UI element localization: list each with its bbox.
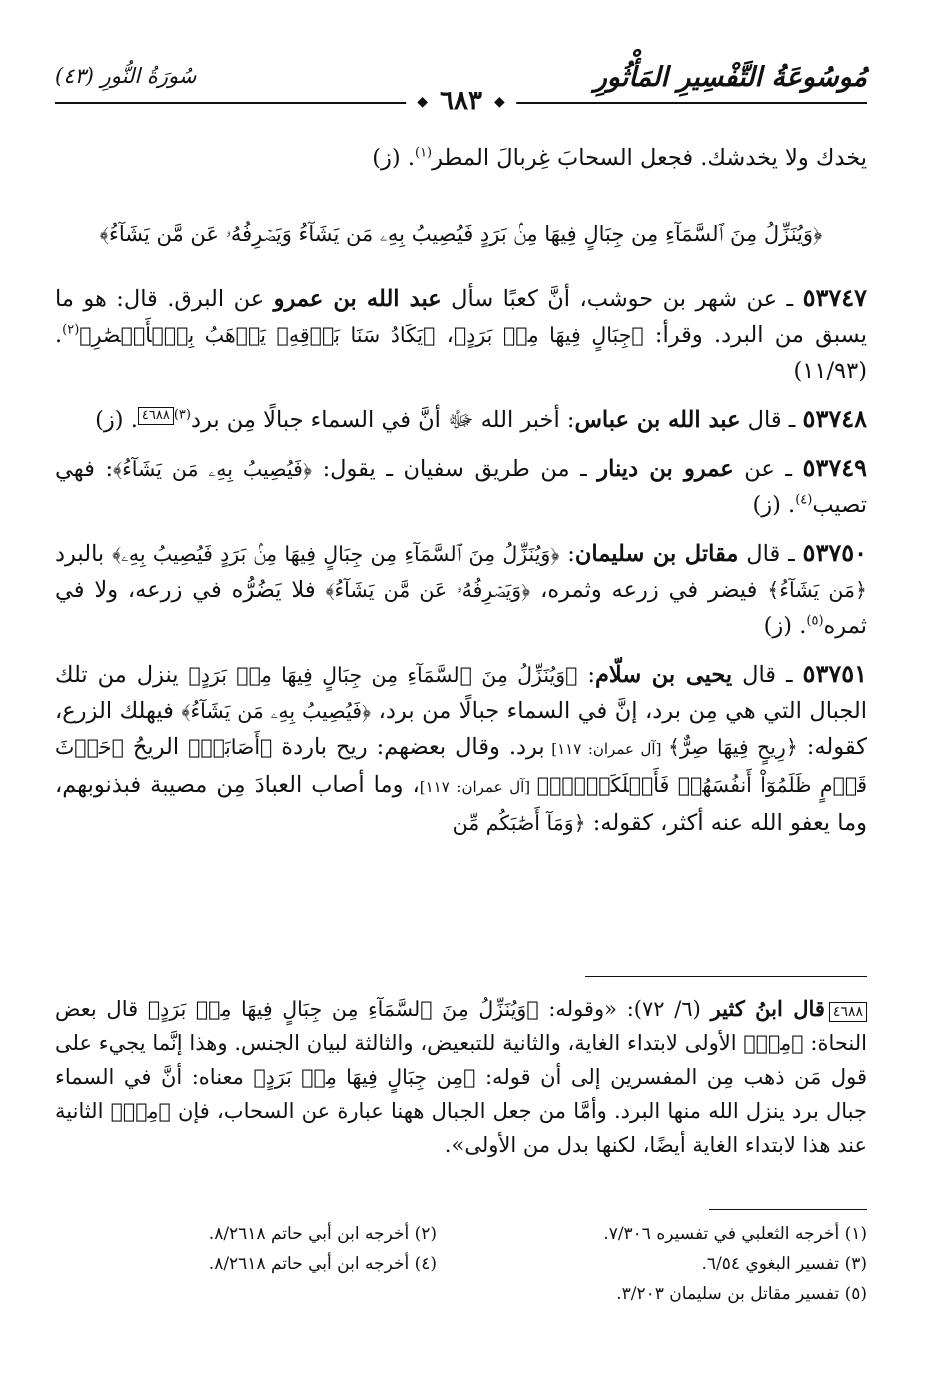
scholar-note xyxy=(55,992,867,1162)
book-title: مُوسُوعَةُ التَّفْسِيرِ المَأْثُورِ xyxy=(593,62,867,93)
entry-53750 xyxy=(55,535,867,644)
entry-number: ٥٣٧٤٨ xyxy=(802,404,867,433)
note-ref-box: ٤٦٨٨ xyxy=(138,407,174,425)
narrator-name: عبد الله بن عمرو xyxy=(273,286,442,312)
entry-text: برد. وقال بعضهم: ريح باردة xyxy=(272,734,545,760)
footnote-5: (٥) تفسير مقاتل بن سليمان ٣/٢٠٣. xyxy=(616,1284,867,1304)
entry-text: ، xyxy=(435,322,454,348)
quran-quote: ﴿وَمَآ أَصَٰبَكُم مِّن xyxy=(452,811,586,835)
quran-quote: ﴿مِن جِبَالٍ فِيهَا مِنۢ بَرَدٍ﴾ xyxy=(253,1065,476,1089)
quran-quote: ﴿مِنۡ﴾ xyxy=(743,1031,804,1055)
volume-ref: . (١١/٩٣) xyxy=(55,322,867,384)
entry-text: فيهلك الزرع، كقوله: xyxy=(55,698,867,760)
footnote-marker: (٣) xyxy=(173,407,191,423)
narrator-name: مقاتل بن سليمان xyxy=(574,541,739,567)
quran-quote: ﴿فَيُصِيبُ بِهِۦ مَن يَشَآءُ﴾ xyxy=(181,699,372,723)
entry-text: عن البرق. قال: هو ما يسبق من البرد. وقرأ: xyxy=(55,286,867,348)
footnote-separator xyxy=(709,1209,867,1210)
note-lead: قال ابنُ كثير xyxy=(710,996,825,1021)
entry-text: فلا يَضُرُّه في زرعه، ولا في ثمره xyxy=(55,577,867,639)
entry-text: ـ قال xyxy=(740,407,803,433)
entry-53751 xyxy=(55,656,867,841)
surah-ref: [آل عمران: ١١٧] xyxy=(419,778,537,796)
surah-label: سُورَةُ النُّورِ (٤٣) xyxy=(55,64,197,88)
entry-end: . (ز) xyxy=(95,407,138,433)
ornament-icon: ◆ xyxy=(417,94,428,110)
entry-text: : أخبر الله ﷻ أنَّ في السماء جبالًا مِن برد xyxy=(190,407,575,433)
note-text: قال بعض النحاة: xyxy=(55,997,867,1055)
entry-text: ـ عن xyxy=(733,456,803,482)
footnote-3: (٣) تفسير البغوي ٦/٥٤. xyxy=(701,1254,867,1274)
narrator-name: عبد الله بن عباس xyxy=(574,407,741,433)
entry-text: الريحُ xyxy=(123,734,189,760)
narrator-name: عمرو بن دينار xyxy=(597,456,734,482)
entry-text: ـ من طريق سفيان ـ يقول: xyxy=(312,456,598,482)
intro-text: يخدك ولا يخدشك. فجعل السحابَ غِربالَ المطر xyxy=(432,145,867,171)
entry-end: . (ز) xyxy=(752,492,796,518)
footnote-1: (١) أخرجه الثعلبي في تفسيره ٧/٣٠٦. xyxy=(603,1224,867,1244)
quran-quote: ﴿أَصَابَتۡ﴾ xyxy=(188,735,273,759)
entry-text: ـ قال xyxy=(738,541,803,567)
entry-number: ٥٣٧٤٩ xyxy=(802,453,867,482)
footnote-marker: (٢) xyxy=(62,322,80,338)
note-text: الثانية عند هذا لابتداء الغاية أيضًا، لكنها بدل من الأولى». xyxy=(55,1099,867,1157)
footnote-marker: (٥) xyxy=(806,613,824,629)
entry-text: : xyxy=(559,541,575,567)
entry-text: فيضر في زرعه وثمره، xyxy=(530,577,768,603)
quran-quote: ﴿فَيُصِيبُ بِهِۦ مَن يَشَآءُ﴾ xyxy=(113,457,313,481)
entry-53747 xyxy=(55,280,867,389)
narrator-name: يحيى بن سلّام xyxy=(594,662,733,688)
quran-quote: ﴿حَرۡثَ قَوۡمٍ ظَلَمُوٓاْ أَنفُسَهُمۡ فَأَهۡلَكَتۡهُۚ﴾ xyxy=(55,735,867,797)
note-separator xyxy=(585,976,867,977)
quran-quote: ﴿وَيُنَزِّلُ مِنَ ٱلسَّمَآءِ مِن جِبَالٍ فِيهَا مِنۢ بَرَدٍ فَيُصِيبُ بِهِۦ﴾ xyxy=(112,542,560,566)
entry-number: ٥٣٧٤٧ xyxy=(802,283,868,312)
quran-quote: ﴿يَكَادُ سَنَا بَرۡقِهِۦ يَذۡهَبُ بِٱلۡأَبۡصَٰرِ﴾ xyxy=(79,323,436,347)
quran-quote: ﴿مَن يَشَآءُ﴾ xyxy=(767,578,867,602)
intro-end: . (ز) xyxy=(372,145,415,171)
footnote-marker: (٤) xyxy=(795,492,813,508)
footnote-4: (٤) أخرجه ابن أبي حاتم ٨/٢٦١٨. xyxy=(208,1254,437,1274)
intro-paragraph xyxy=(55,140,867,176)
page-header xyxy=(55,58,867,116)
entry-text: ـ قال xyxy=(732,662,803,688)
ornament-icon: ◆ xyxy=(494,94,505,110)
quran-quote: ﴿جِبَالٍ فِيهَا مِنۢ بَرَدٍ﴾ xyxy=(453,323,644,347)
surah-ref: [آل عمران: ١١٧] xyxy=(544,740,668,758)
main-text xyxy=(55,140,867,853)
note-ref-box: ٤٦٨٨ xyxy=(829,1002,867,1022)
footnote-2: (٢) أخرجه ابن أبي حاتم ٨/٢٦١٨. xyxy=(208,1224,437,1244)
note-text: (٦/ ٧٢): «وقوله: xyxy=(538,997,711,1021)
note-text: معناه: أنَّ في السماء جبال برد ينزل الله منها البرد. وأمَّا من جعل الجبال ههنا عبارة عن السحاب، فإن xyxy=(55,1065,867,1123)
entry-text: : xyxy=(577,662,595,688)
note-text: الأولى لابتداء الغاية، والثانية للتبعيض، والثالثة لبيان الجنس. وهذا إنَّما يجيء على قول مَن ذهب مِن المفسرين إلى أن قوله: xyxy=(55,1031,868,1089)
entry-text: ـ عن شهر بن حوشب، أنَّ كعبًا سأل xyxy=(441,286,803,312)
page-number: ٦٨٣ xyxy=(440,86,482,116)
page-number-block xyxy=(406,86,516,116)
entry-text: ، وما أصاب العبادَ مِن مصيبة فبذنوبهم، وما يعفو الله عنه أكثر، كقوله: xyxy=(55,772,867,836)
quran-quote: ﴿وَيَصۡرِفُهُۥ عَن مَّن يَشَآءُ﴾ xyxy=(325,578,531,602)
footnote-marker: (١) xyxy=(414,145,433,161)
entry-text: بالبرد xyxy=(55,541,113,567)
entry-53748 xyxy=(55,401,867,438)
quran-quote: ﴿وَيُنَزِّلُ مِنَ ٱلسَّمَآءِ مِن جِبَالٍ فِيهَا مِنۢ بَرَدٍ﴾ xyxy=(188,663,578,687)
quran-quote: ﴿مِنۡ﴾ xyxy=(110,1099,171,1123)
entry-number: ٥٣٧٥٠ xyxy=(802,538,867,567)
entry-text: ينزل من تلك الجبال التي هي مِن برد، إنَّ في السماء جبالًا من برد، xyxy=(55,662,867,724)
entry-text: : فهي تصيب xyxy=(55,456,867,518)
ayah-verse: ﴿وَيُنَزِّلُ مِنَ ٱلسَّمَآءِ مِن جِبَالٍ فِيهَا مِنۢ بَرَدٍ فَيُصِيبُ بِهِۦ مَن يَشَآءُ وَيَصۡرِفُهُۥ عَن مَّن يَشَآءُ﴾ xyxy=(99,222,823,246)
entry-number: ٥٣٧٥١ xyxy=(802,659,867,688)
entry-53749 xyxy=(55,450,867,523)
quran-quote: ﴿رِيحٍ فِيهَا صِرٌّ﴾ xyxy=(667,735,798,759)
quran-quote: ﴿وَيُنَزِّلُ مِنَ ٱلسَّمَآءِ مِن جِبَالٍ فِيهَا مِنۢ بَرَدٍ﴾ xyxy=(147,997,539,1021)
entry-end: . (ز) xyxy=(763,613,807,639)
